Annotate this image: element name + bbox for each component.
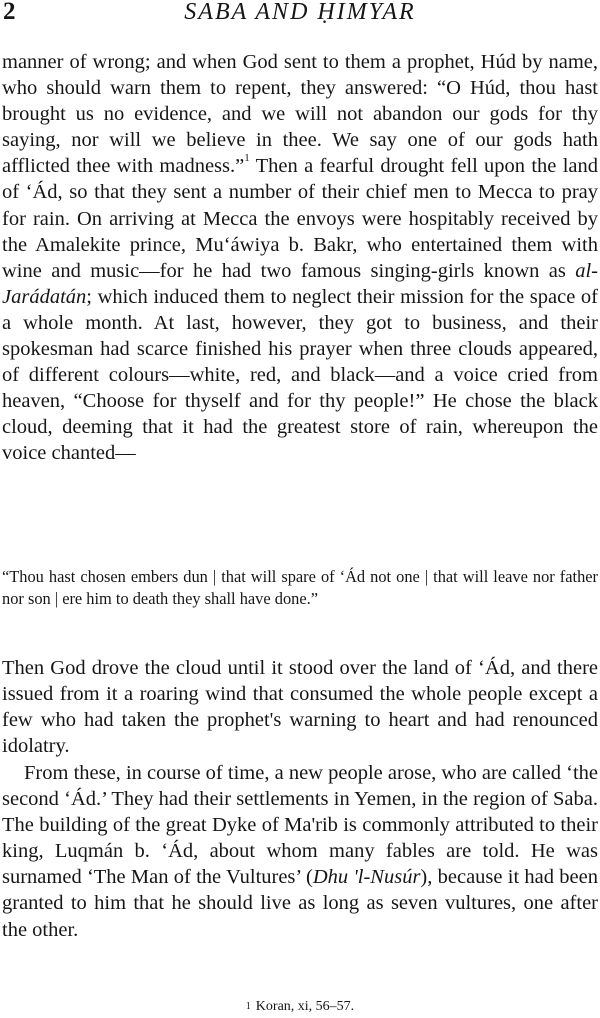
paragraph-3-text-b: ), because it had been granted to him that he should live as long as seven vultures, one after the other. xyxy=(2,866,598,941)
page-header xyxy=(0,0,600,28)
footnote-text: Koran, xi, 56–57. xyxy=(255,999,355,1014)
paragraph-1 xyxy=(2,49,598,467)
paragraph-1-text-a: manner of wrong; and when God sent to them a prophet, Húd by name, who should warn them to repent, they answered: “O Húd, thou hast brought us no evidence, and we will not abandon our gods for thy saying, nor will we believe in thee. We say one of our gods hath afflicted thee with madness.” xyxy=(2,51,598,178)
page-number: 2 xyxy=(3,0,16,25)
paragraph-3 xyxy=(2,760,598,943)
paragraph-2: Then God drove the cloud until it stood over the land of ‘Ád, and there issued from it a roaring wind that consumed the whole people except a few who had taken the prophet's warning to heart and had renounced idolatry. xyxy=(2,657,598,758)
paragraph-1-italic-name: al-Jarádatán xyxy=(2,259,598,308)
paragraph-3-italic-name: Dhu 'l-Nusúr xyxy=(312,866,421,889)
verse-quote: “Thou hast chosen embers dun | that will spare of ‘Ád not one | that will leave nor father nor son | ere him to death they shall have done.” xyxy=(2,567,598,608)
paragraph-1-text-c: ; which induced them to neglect their mission for the space of a whole month. At last, however, they got to business, and their spokesman had scarce finished his prayer when three clouds appeared, of different colours—white, red, and black—and a voice cried from heaven, “Choose for thyself and for thy people!” He chose the black cloud, deeming that it had the greatest store of rain, whereupon the voice chanted— xyxy=(2,285,598,465)
footnote xyxy=(0,998,600,1016)
paragraph-3-text-a: From these, in course of time, a new people arose, who are called ‘the second ‘Ád.’ They had their settlements in Yemen, in the region of Saba. The building of the great Dyke of Ma'rib is commonly attributed to their king, Luqmán b. ‘Ád, about whom many fables are told. He was surnamed ‘The Man of the Vultures’ ( xyxy=(2,762,598,889)
paragraph-1-text-b: Then a fearful drought fell upon the land of ‘Ád, so that they sent a number of their chief men to Mecca to pray for rain. On arriving at Mecca the envoys were hospitably received by the Amalekite prince, Mu‘áwiya b. Bakr, who entertained them with wine and music—for he had two famous singing-girls known as xyxy=(2,155,598,282)
running-head: SABA AND ḤIMYAR xyxy=(184,0,416,25)
footnote-reference: 1 xyxy=(244,152,250,165)
footnote-mark: 1 xyxy=(245,1001,251,1012)
